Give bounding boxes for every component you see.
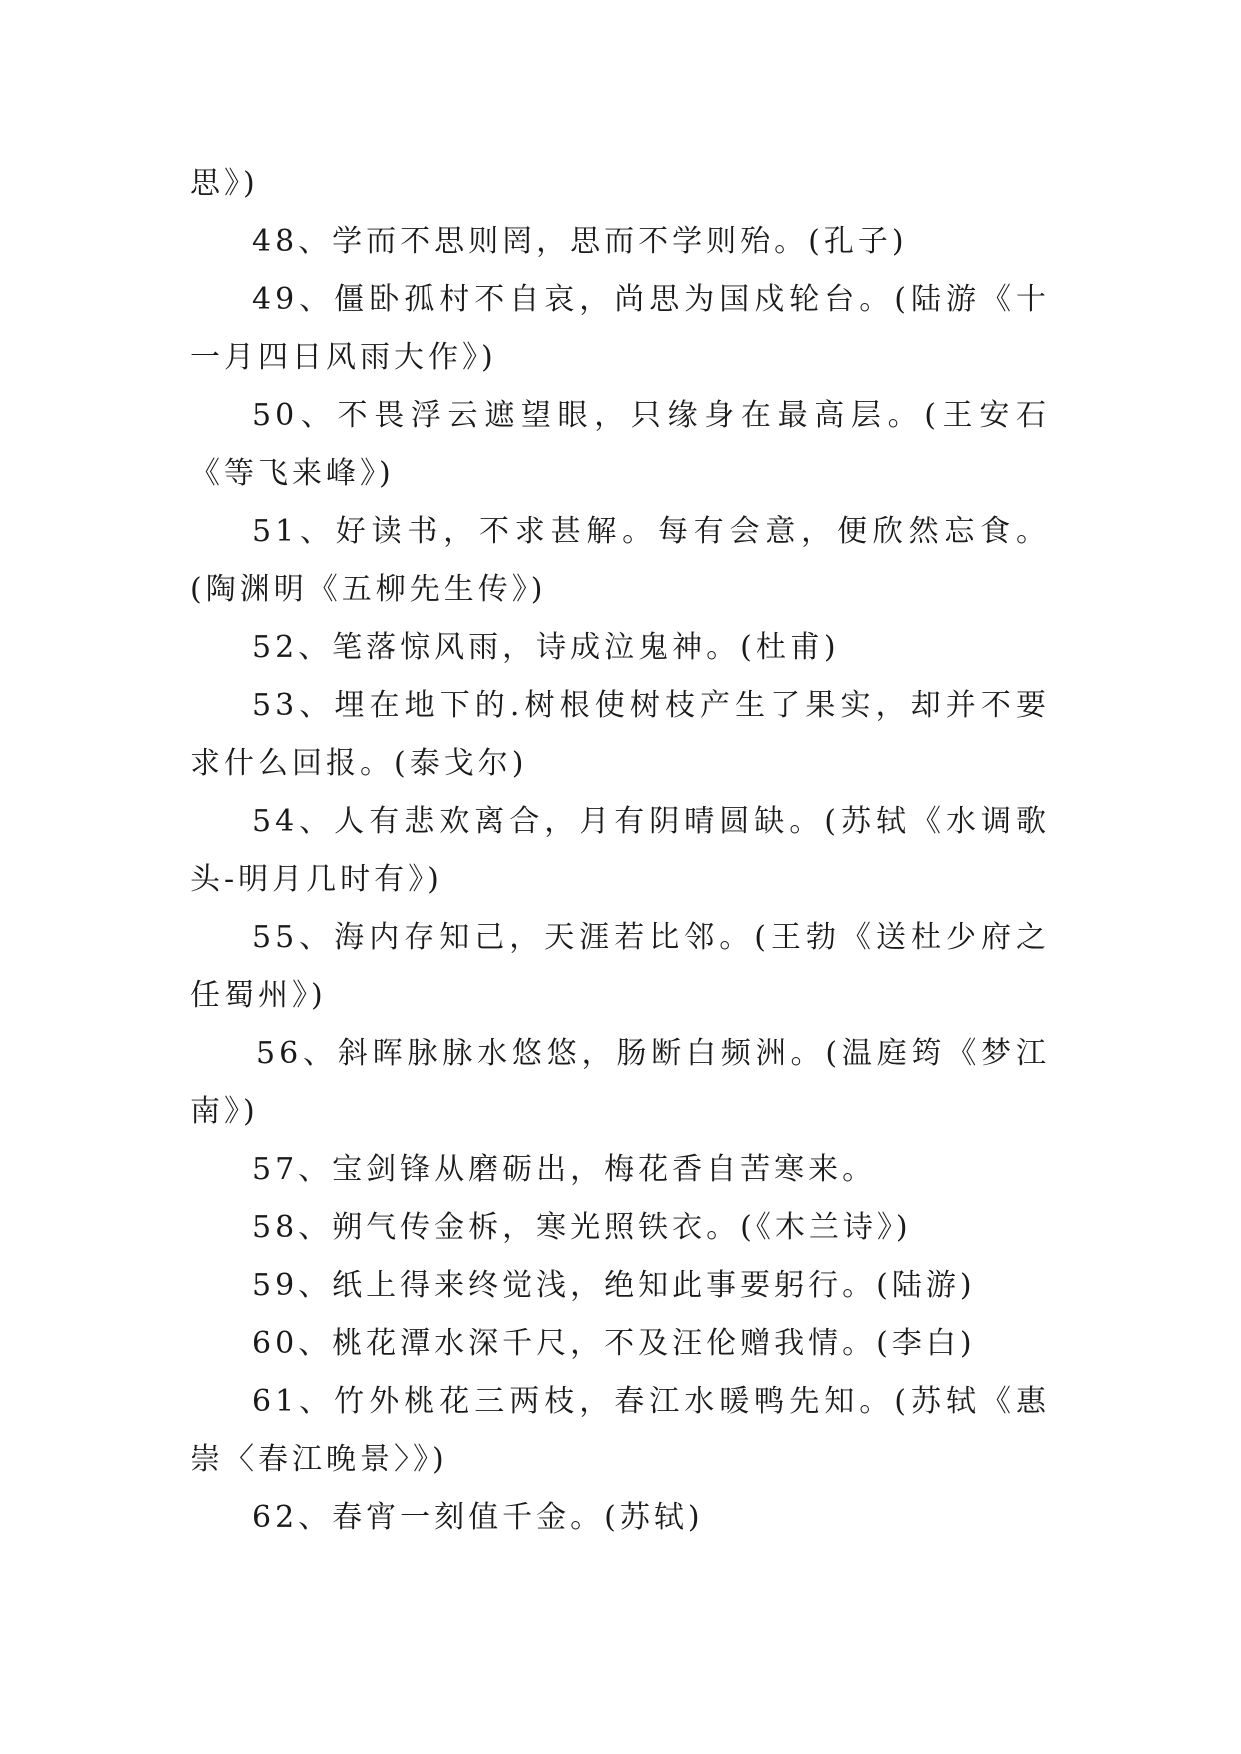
quote-52: 52、笔落惊风雨，诗成泣鬼神。(杜甫) [252,630,840,665]
quote-51: 51、好读书，不求甚解。每有会意，便欣然忘食。(陶渊明《五柳先生传》) [190,514,1050,607]
quote-61: 61、竹外桃花三两枝，春江水暖鸭先知。(苏轼《惠崇〈春江晚景〉》) [190,1384,1050,1477]
quote-55: 55、海内存知己，天涯若比邻。(王勃《送杜少府之任蜀州》) [190,920,1050,1013]
quote-62: 62、春宵一刻值千金。(苏轼) [252,1500,704,1535]
paragraph-continuation: 思》) [190,166,259,201]
quote-56: 56、斜晖脉脉水悠悠，肠断白频洲。(温庭筠《梦江南》) [190,1036,1050,1129]
quote-53: 53、埋在地下的.树根使树枝产生了果实，却并不要求什么回报。(泰戈尔) [190,688,1050,781]
quote-54: 54、人有悲欢离合，月有阴晴圆缺。(苏轼《水调歌头-明月几时有》) [190,804,1050,897]
document-body [190,155,1050,1547]
quote-57: 57、宝剑锋从磨砺出，梅花香自苦寒来。 [252,1152,877,1187]
quote-50: 50、不畏浮云遮望眼，只缘身在最高层。(王安石《等飞来峰》) [190,398,1050,491]
quote-59: 59、纸上得来终觉浅，绝知此事要躬行。(陆游) [252,1268,976,1303]
quote-60: 60、桃花潭水深千尺，不及汪伦赠我情。(李白) [252,1326,976,1361]
quote-49: 49、僵卧孤村不自哀，尚思为国戍轮台。(陆游《十一月四日风雨大作》) [190,282,1050,375]
quote-48: 48、学而不思则罔，思而不学则殆。(孔子) [252,224,908,259]
quote-58: 58、朔气传金柝，寒光照铁衣。(《木兰诗》) [252,1210,912,1245]
